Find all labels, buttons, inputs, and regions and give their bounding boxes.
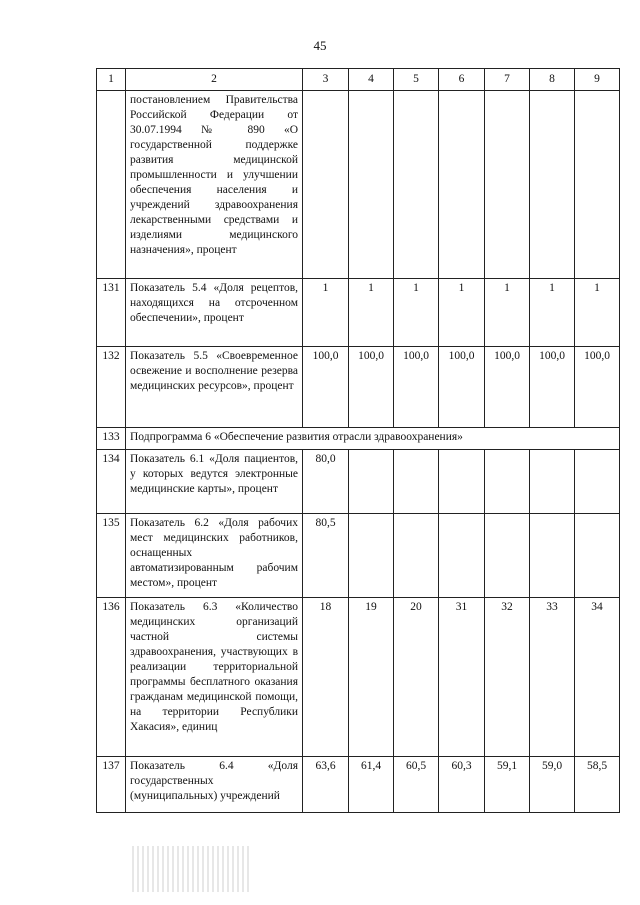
indicator-text: Показатель 6.1 «Доля пациентов, у которых ведутся электронные медицинские карты», процент <box>126 450 303 514</box>
value-cell <box>303 91 349 279</box>
value-cell: 1 <box>303 279 349 347</box>
value-cell: 100,0 <box>303 347 349 428</box>
indicators-table <box>96 68 620 813</box>
value-cell: 31 <box>439 598 485 757</box>
value-cell <box>439 450 485 514</box>
table-row-continued <box>97 91 620 279</box>
header-cell: 1 <box>97 69 126 91</box>
indicator-text: Показатель 5.5 «Своевременное освежение и восполнение резерва медицинских ресурсов», процент <box>126 347 303 428</box>
value-cell <box>575 91 620 279</box>
value-cell: 1 <box>575 279 620 347</box>
value-cell <box>575 450 620 514</box>
value-cell: 60,5 <box>394 757 439 813</box>
value-cell <box>530 514 575 598</box>
indicator-text: Показатель 5.4 «Доля рецептов, находящихся на отсроченном обеспечении», процент <box>126 279 303 347</box>
value-cell: 100,0 <box>439 347 485 428</box>
value-cell: 80,0 <box>303 450 349 514</box>
value-cell <box>394 450 439 514</box>
value-cell <box>485 514 530 598</box>
value-cell: 100,0 <box>530 347 575 428</box>
value-cell: 1 <box>439 279 485 347</box>
value-cell: 58,5 <box>575 757 620 813</box>
value-cell: 59,1 <box>485 757 530 813</box>
value-cell: 1 <box>530 279 575 347</box>
row-number: 133 <box>97 428 126 450</box>
value-cell: 100,0 <box>394 347 439 428</box>
value-cell: 1 <box>485 279 530 347</box>
header-row <box>97 69 620 91</box>
indicator-text: Показатель 6.3 «Количество медицинских организаций частной системы здравоохранения, участвующих в реализации территориальной программы бесплатного оказания гражданам медицинской помощи, на территории Республики Хакасия», единиц <box>126 598 303 757</box>
table-row-132 <box>97 347 620 428</box>
header-cell: 8 <box>530 69 575 91</box>
row-number: 132 <box>97 347 126 428</box>
value-cell: 19 <box>349 598 394 757</box>
value-cell: 33 <box>530 598 575 757</box>
value-cell <box>485 450 530 514</box>
value-cell <box>439 514 485 598</box>
value-cell: 59,0 <box>530 757 575 813</box>
header-cell: 2 <box>126 69 303 91</box>
value-cell <box>349 91 394 279</box>
value-cell: 1 <box>394 279 439 347</box>
table-row-134 <box>97 450 620 514</box>
value-cell: 20 <box>394 598 439 757</box>
table-row-136 <box>97 598 620 757</box>
value-cell: 80,5 <box>303 514 349 598</box>
faint-stamp-mark <box>132 846 252 892</box>
table-row-137 <box>97 757 620 813</box>
value-cell: 1 <box>349 279 394 347</box>
header-cell: 6 <box>439 69 485 91</box>
header-cell: 7 <box>485 69 530 91</box>
header-cell: 4 <box>349 69 394 91</box>
value-cell: 63,6 <box>303 757 349 813</box>
header-cell: 3 <box>303 69 349 91</box>
value-cell: 100,0 <box>349 347 394 428</box>
indicator-text: Показатель 6.4 «Доля государственных (муниципальных) учреждений <box>126 757 303 813</box>
table-row-133 <box>97 428 620 450</box>
header-cell: 5 <box>394 69 439 91</box>
value-cell <box>530 91 575 279</box>
value-cell <box>349 450 394 514</box>
page-number: 45 <box>313 38 327 53</box>
value-cell: 100,0 <box>575 347 620 428</box>
value-cell: 34 <box>575 598 620 757</box>
header-cell: 9 <box>575 69 620 91</box>
row-number: 131 <box>97 279 126 347</box>
indicator-text: Показатель 6.2 «Доля рабочих мест медицинских работников, оснащенных автоматизированным рабочим местом», процент <box>126 514 303 598</box>
row-number: 137 <box>97 757 126 813</box>
table-row-131 <box>97 279 620 347</box>
value-cell: 100,0 <box>485 347 530 428</box>
row-number <box>97 91 126 279</box>
value-cell <box>349 514 394 598</box>
value-cell <box>575 514 620 598</box>
row-number: 134 <box>97 450 126 514</box>
row-number: 136 <box>97 598 126 757</box>
value-cell: 60,3 <box>439 757 485 813</box>
row-number: 135 <box>97 514 126 598</box>
value-cell <box>485 91 530 279</box>
value-cell: 18 <box>303 598 349 757</box>
subprogram-title: Подпрограмма 6 «Обеспечение развития отрасли здравоохранения» <box>126 428 620 450</box>
indicator-text: постановлением Правительства Российской Федерации от 30.07.1994 № 890 «О государственной поддержке развития медицинской промышленности и улучшении обеспечения населения и учреждений здравоохранения лекарственными средствами и изделиями медицинского назначения», процент <box>126 91 303 279</box>
value-cell: 61,4 <box>349 757 394 813</box>
value-cell <box>394 91 439 279</box>
value-cell <box>394 514 439 598</box>
value-cell <box>439 91 485 279</box>
value-cell <box>530 450 575 514</box>
table-row-135 <box>97 514 620 598</box>
value-cell: 32 <box>485 598 530 757</box>
